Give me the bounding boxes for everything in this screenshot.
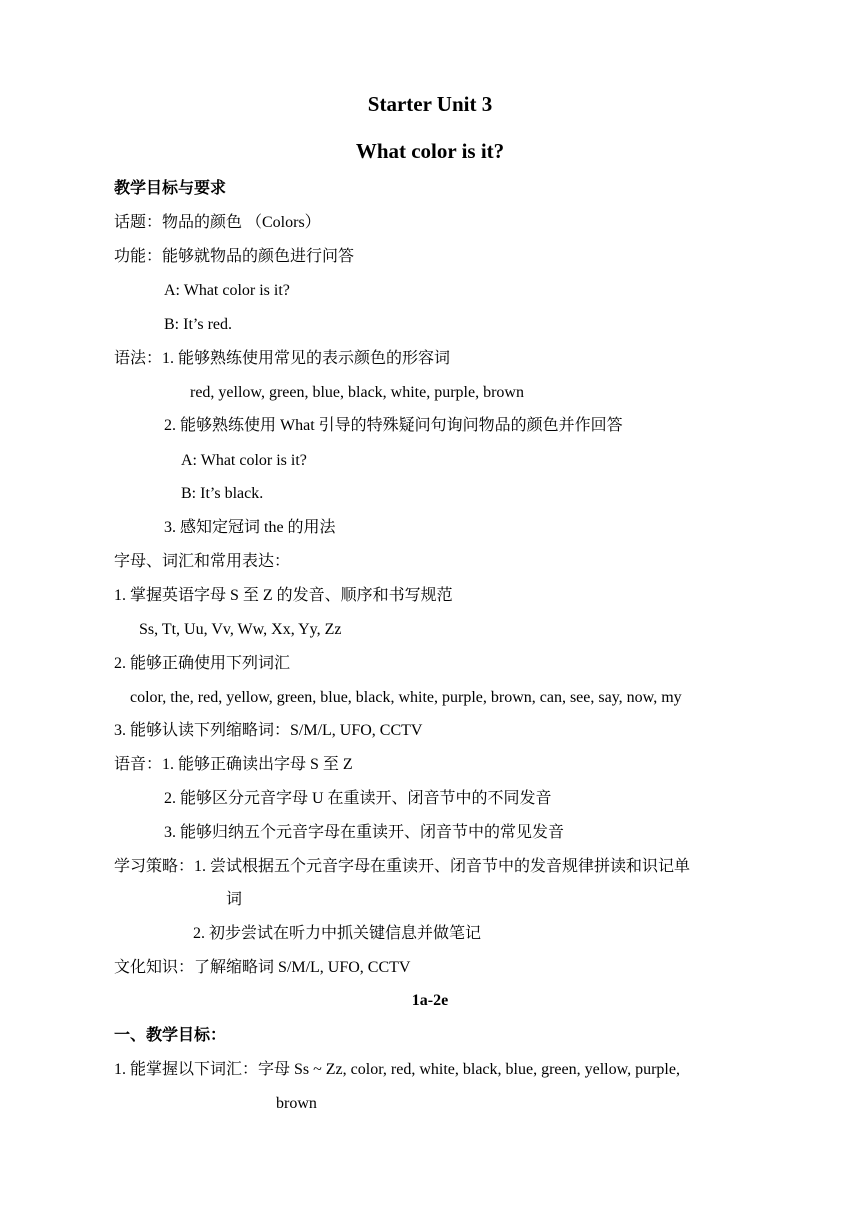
- grammar-line-3: 3. 感知定冠词 the 的用法: [164, 519, 336, 536]
- topic-line: 话题：物品的颜色 （Colors）: [114, 214, 321, 231]
- vocab-word-list: color, the, red, yellow, green, blue, black, white, purple, brown, can, see, say, now, my: [130, 689, 682, 706]
- strategy-line-2: 2. 初步尝试在听力中抓关键信息并做笔记: [193, 925, 482, 942]
- function-example-a: A: What color is it?: [164, 282, 290, 299]
- phonics-line-2: 2. 能够区分元音字母 U 在重读开、闭音节中的不同发音: [164, 790, 552, 807]
- vocab-line-2: 2. 能够正确使用下列词汇: [114, 655, 291, 672]
- phonics-line-3: 3. 能够归纳五个元音字母在重读开、闭音节中的常见发音: [164, 824, 565, 841]
- grammar-color-list: red, yellow, green, blue, black, white, purple, brown: [190, 384, 524, 401]
- phonics-line-1: 语音：1. 能够正确读出字母 S 至 Z: [114, 756, 353, 773]
- section-heading: 一、教学目标：: [114, 1027, 227, 1044]
- document-subtitle: What color is it?: [355, 139, 505, 163]
- grammar-example-b: B: It’s black.: [181, 485, 264, 502]
- section-line-1: 1. 能掌握以下词汇：字母 Ss ~ Zz, color, red, white, black, blue, green, yellow, purple,: [114, 1061, 680, 1078]
- grammar-line-1: 语法：1. 能够熟练使用常见的表示颜色的形容词: [114, 350, 451, 367]
- vocab-line-3: 3. 能够认读下列缩略词：S/M/L, UFO, CCTV: [114, 722, 423, 739]
- vocab-heading: 字母、词汇和常用表达：: [114, 553, 291, 570]
- letters-list: Ss, Tt, Uu, Vv, Ww, Xx, Yy, Zz: [139, 621, 342, 638]
- function-line: 功能：能够就物品的颜色进行问答: [114, 248, 355, 265]
- section-line-1-cont: brown: [276, 1095, 317, 1112]
- grammar-example-a: A: What color is it?: [181, 452, 307, 469]
- strategy-line-1-cont: 词: [226, 891, 243, 908]
- grammar-line-2: 2. 能够熟练使用 What 引导的特殊疑问句询问物品的颜色并作回答: [164, 417, 623, 434]
- culture-line: 文化知识：了解缩略词 S/M/L, UFO, CCTV: [114, 959, 411, 976]
- vocab-line-1: 1. 掌握英语字母 S 至 Z 的发音、顺序和书写规范: [114, 587, 453, 604]
- strategy-line-1: 学习策略：1. 尝试根据五个元音字母在重读开、闭音节中的发音规律拼读和识记单: [114, 858, 691, 875]
- goals-heading: 教学目标与要求: [114, 180, 227, 197]
- function-example-b: B: It’s red.: [164, 316, 232, 333]
- document-title: Starter Unit 3: [367, 92, 493, 116]
- section-label: 1a-2e: [411, 992, 449, 1009]
